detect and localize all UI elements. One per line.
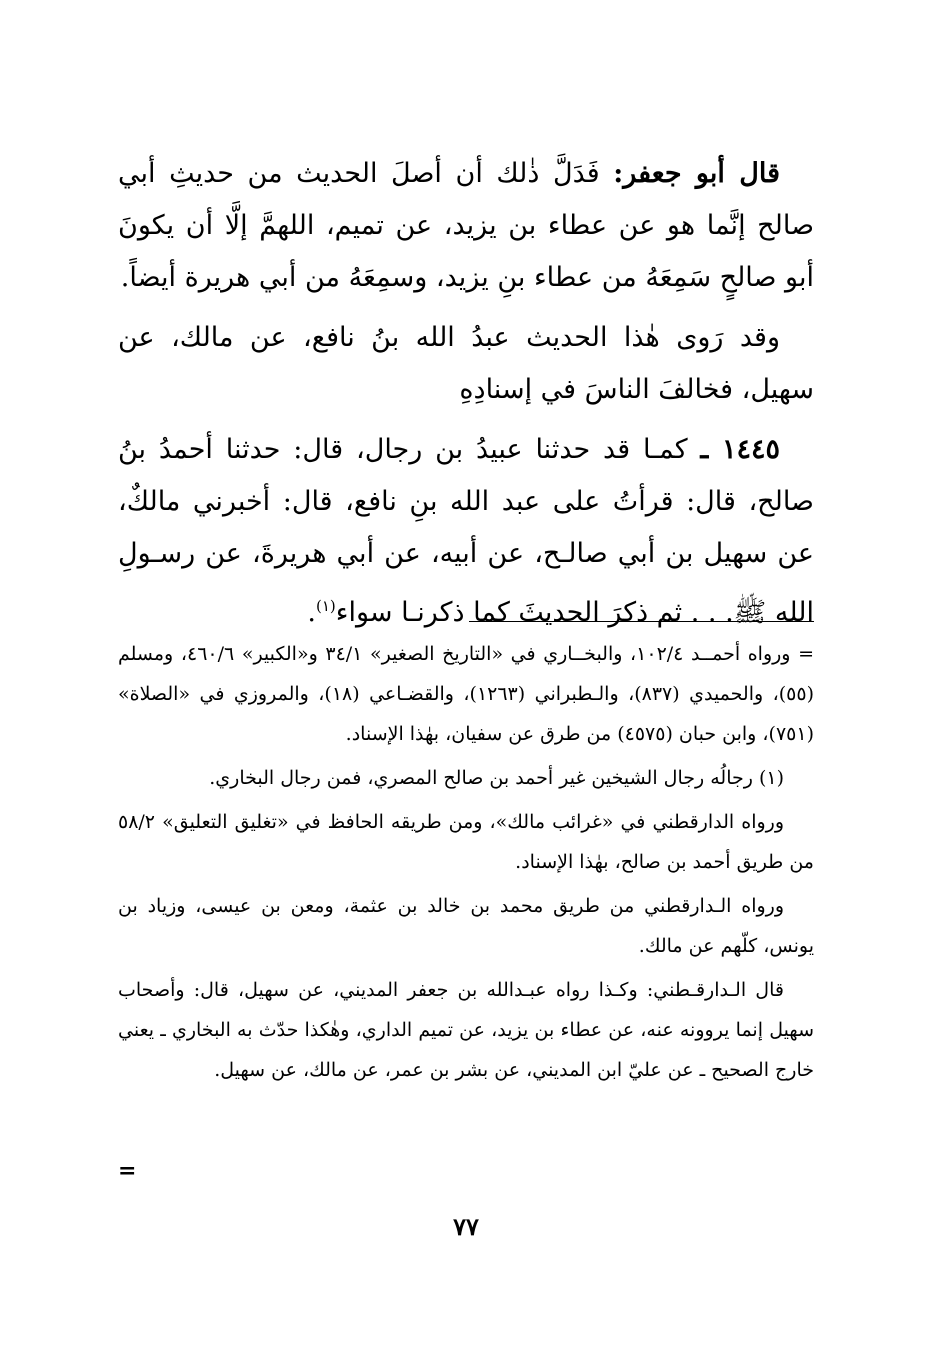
hadith-1445: [118, 424, 814, 639]
paragraph-2: [118, 312, 814, 416]
footnotes: [118, 634, 814, 1094]
hadith-number: ١٤٤٥ ـ: [700, 434, 780, 465]
footnote-continued: = ورواه أحمــد ١٠٢/٤، والبخــاري في «التاريخ الصغير» ٣٤/١ و«الكبير» ٤٦٠/٦، ومسلم (٥٥)، والحميدي (٨٣٧)، والـطبراني (١٢٦٣)، والقضـاعي (١٨)، والمروزي في «الصلاة» (٧٥١)، وابن حبان (٤٥٧٥) من طرق عن سفيان، بهٰذا الإسناد.: [118, 643, 814, 745]
paragraph-1-text: فَدَلَّ ذٰلك أن أصلَ الحديث من حديثِ أبي صالح إنَّما هو عن عطاء بن يزيد، عن تميم، اللهمَّ إلَّا أن يكونَ أبو صالحٍ سَمِعَهُ من عطاء بنِ يزيد، وسمِعَهُ من أبي هريرة أيضاً.: [118, 158, 814, 293]
continuation-mark: =: [118, 1158, 137, 1184]
page-number: ٧٧: [453, 1212, 479, 1241]
footnote-1-para-d: قال الـدارقـطني: وكـذا رواه عبـدالله بن جعفر المديني، عن سهيل، قال: وأصحاب سهيل إنما يروونه عنه، عن عطاء بن يزيد، عن تميم الداري، وهٰكذا حدّث به البخاري ـ يعني خارج الصحيح ـ عن عليّ ابن المديني، عن بشر بن عمر، عن مالك، عن سهيل.: [118, 979, 814, 1081]
footnote-1-para-b: ورواه الدارقطني في «غرائب مالك»، ومن طريقه الحافظ في «تغليق التعليق» ٥٨/٢ من طريق أحمد بن صالح، بهٰذا الإسناد.: [118, 811, 814, 873]
main-text: [118, 148, 814, 647]
footnote-ref: (١): [315, 597, 336, 615]
paragraph-2-text: وقد رَوى هٰذا الحديث عبدُ الله بنُ نافع، عن مالك، عن سهيل، فخالفَ الناسَ في إسنادِهِ: [118, 322, 814, 405]
footnote-1-para-c: ورواه الـدارقطني من طريق محمد بن خالد بن عثمة، ومعن بن عيسى، وزياد بن يونس، كلّهم عن مالك.: [118, 895, 814, 957]
footnote-1: (١) رجالُه رجال الشيخين غير أحمد بن صالح المصري، فمن رجال البخاري.: [209, 767, 784, 789]
hadith-end-mark: .: [307, 597, 316, 628]
footnote-divider: [469, 621, 814, 622]
speaker-label: قال أبو جعفر:: [613, 158, 780, 189]
hadith-text: كمـا قد حدثنا عبيدُ بن رجال، قال: حدثنا أحمدُ بنُ صالح، قال: قرأتُ على عبد الله بنِ نافع، قال: أخبرني مالكٌ، عن سهيل بن أبي صالـح، عن أبيه، عن أبي هريرةَ، عن رسـولِ الله ﷺ. . . ثم ذكرَ الحديثَ كما ذكرنـا سواء: [118, 434, 814, 628]
paragraph-1: [118, 148, 814, 304]
